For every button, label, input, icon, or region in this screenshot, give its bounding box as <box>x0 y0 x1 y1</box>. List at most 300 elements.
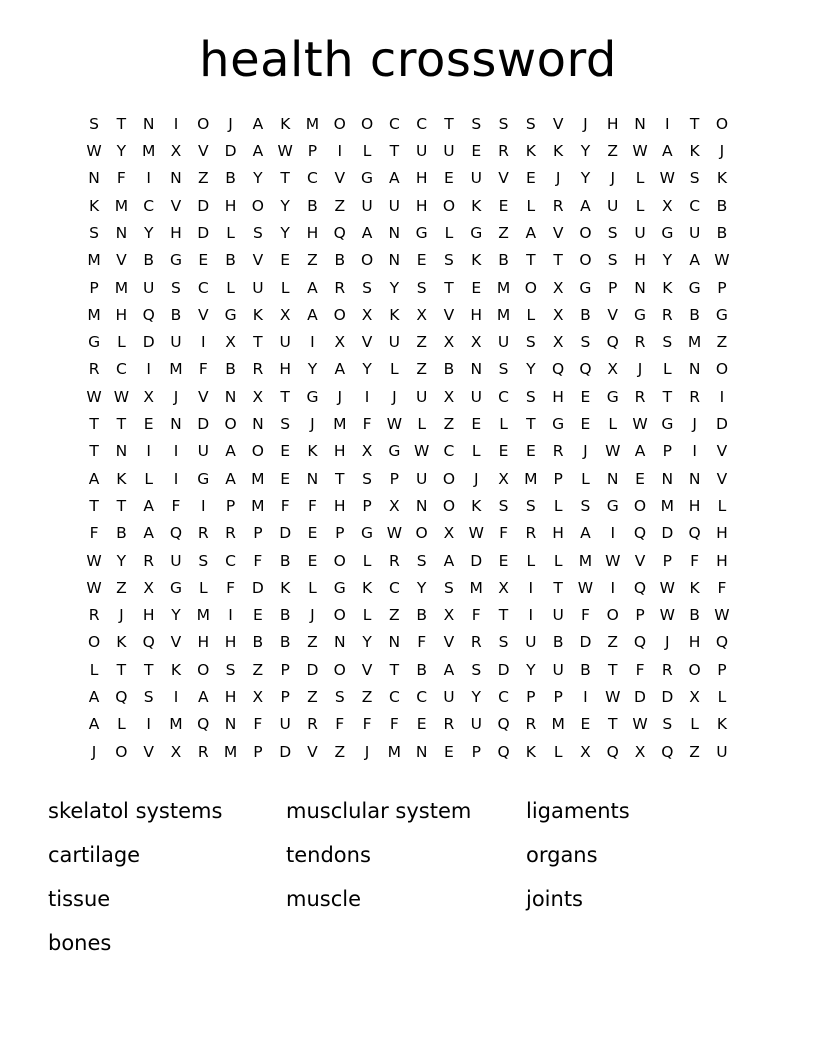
grid-cell: S <box>498 496 509 515</box>
grid-cell: P <box>307 142 318 161</box>
grid-cell: D <box>497 660 510 679</box>
grid-cell: Z <box>307 251 318 270</box>
grid-cell: M <box>524 469 538 488</box>
grid-cell: K <box>689 142 700 161</box>
grid-cell: M <box>333 415 347 434</box>
grid-cell: B <box>552 633 564 652</box>
grid-cell: A <box>143 524 154 543</box>
grid-cell: O <box>251 442 264 461</box>
grid-cell: F <box>417 633 427 652</box>
grid-cell: I <box>173 442 179 461</box>
grid-cell: B <box>716 223 728 242</box>
grid-cell: M <box>305 114 320 133</box>
grid-cell: W <box>277 142 293 161</box>
grid-cell: K <box>525 142 536 161</box>
grid-cell: M <box>496 305 511 324</box>
grid-cell: G <box>361 169 374 188</box>
grid-cell: O <box>579 223 592 242</box>
grid-cell: F <box>717 578 727 597</box>
grid-row <box>80 193 735 220</box>
grid-cell: T <box>89 442 99 461</box>
grid-cell: Y <box>580 169 591 188</box>
grid-cell: L <box>308 578 317 597</box>
grid-cell: K <box>116 633 127 652</box>
word-list-item[interactable]: bones <box>48 930 112 955</box>
grid-row <box>80 220 735 247</box>
grid-cell: R <box>470 633 482 652</box>
grid-row <box>80 629 735 656</box>
grid-cell: L <box>444 223 454 242</box>
grid-cell: Z <box>361 688 373 707</box>
grid-cell: I <box>173 114 179 133</box>
grid-cell: M <box>141 142 156 161</box>
word-list-item[interactable]: muscle <box>286 886 362 911</box>
grid-cell: M <box>251 496 265 515</box>
grid-cell: A <box>662 142 673 161</box>
grid-cell: S <box>662 333 673 352</box>
grid-cell: H <box>142 606 155 625</box>
grid-cell: M <box>87 251 101 270</box>
grid-cell: A <box>443 551 455 570</box>
grid-cell: U <box>170 333 182 352</box>
grid-cell: S <box>416 551 427 570</box>
grid-cell: I <box>200 333 206 352</box>
grid-cell: M <box>196 606 210 625</box>
grid-cell: L <box>635 169 645 188</box>
grid-cell: D <box>306 660 319 679</box>
grid-cell: L <box>144 469 153 488</box>
grid-cell: F <box>116 169 126 188</box>
grid-cell: I <box>528 606 534 625</box>
grid-cell: T <box>280 169 290 188</box>
grid-cell: U <box>443 688 455 707</box>
grid-cell: E <box>416 251 427 270</box>
grid-cell: G <box>688 278 701 297</box>
grid-cell: Z <box>116 578 127 597</box>
grid-cell: H <box>115 305 128 324</box>
grid-cell: B <box>689 305 700 324</box>
grid-cell: W <box>714 251 730 270</box>
grid-cell: I <box>610 524 616 543</box>
grid-cell: L <box>553 742 563 761</box>
grid-cell: C <box>197 278 209 297</box>
grid-cell: A <box>525 223 537 242</box>
grid-cell: Q <box>333 223 346 242</box>
grid-cell: T <box>116 496 127 515</box>
grid-cell: R <box>88 606 100 625</box>
grid-cell: B <box>225 360 236 379</box>
word-search-grid <box>80 111 735 766</box>
grid-cell: O <box>251 196 264 215</box>
grid-row <box>80 493 735 520</box>
grid-cell: H <box>224 688 237 707</box>
grid-cell: O <box>333 551 346 570</box>
grid-cell: C <box>225 551 236 570</box>
grid-cell: E <box>580 387 591 406</box>
grid-cell: H <box>306 223 319 242</box>
grid-cell: Z <box>334 742 346 761</box>
grid-cell: F <box>690 551 700 570</box>
grid-cell: G <box>579 278 592 297</box>
grid-cell: L <box>280 278 290 297</box>
grid-cell: V <box>443 633 455 652</box>
grid-cell: Q <box>497 715 510 734</box>
grid-cell: D <box>661 524 674 543</box>
grid-cell: Z <box>416 360 427 379</box>
grid-cell: U <box>415 142 428 161</box>
grid-cell: Y <box>580 142 591 161</box>
grid-cell: U <box>552 660 564 679</box>
grid-cell: M <box>223 742 238 761</box>
grid-cell: K <box>716 715 727 734</box>
grid-cell: X <box>552 305 564 324</box>
word-list-item[interactable]: organs <box>526 842 598 867</box>
grid-cell: Y <box>362 360 372 379</box>
grid-cell: K <box>471 196 482 215</box>
grid-cell: P <box>553 469 563 488</box>
grid-cell: N <box>688 469 701 488</box>
grid-row <box>80 165 735 192</box>
grid-cell: D <box>279 524 292 543</box>
grid-cell: Z <box>689 742 700 761</box>
grid-cell: N <box>634 114 646 133</box>
grid-cell: P <box>717 278 727 297</box>
grid-cell: N <box>170 415 182 434</box>
grid-cell: V <box>116 251 127 270</box>
word-list-item[interactable]: ligaments <box>526 798 630 823</box>
grid-cell: P <box>280 660 290 679</box>
grid-cell: R <box>525 715 537 734</box>
grid-cell: A <box>225 469 236 488</box>
grid-cell: Y <box>143 223 154 242</box>
word-list-item[interactable]: tendons <box>286 842 371 867</box>
grid-cell: J <box>610 169 616 188</box>
grid-cell: N <box>661 469 674 488</box>
grid-cell: T <box>662 387 673 406</box>
grid-cell: S <box>471 660 482 679</box>
grid-cell: G <box>552 415 565 434</box>
grid-cell: X <box>443 387 455 406</box>
grid-cell: Q <box>142 305 155 324</box>
grid-cell: S <box>416 278 427 297</box>
grid-cell: B <box>307 196 318 215</box>
grid-cell: H <box>170 223 182 242</box>
grid-cell: V <box>552 223 564 242</box>
grid-row <box>80 466 735 493</box>
word-list-item[interactable]: cartilage <box>48 842 141 867</box>
grid-cell: X <box>361 442 373 461</box>
grid-cell: D <box>251 578 264 597</box>
grid-cell: R <box>225 524 236 543</box>
grid-cell: Q <box>661 742 674 761</box>
grid-cell: L <box>362 606 372 625</box>
grid-cell: T <box>116 660 127 679</box>
grid-cell: R <box>552 442 564 461</box>
grid-cell: E <box>498 551 509 570</box>
grid-cell: N <box>470 360 483 379</box>
grid-cell: J <box>555 169 561 188</box>
grid-cell: C <box>388 578 400 597</box>
grid-cell: G <box>661 223 674 242</box>
grid-cell: O <box>442 469 456 488</box>
grid-cell: V <box>361 333 373 352</box>
grid-cell: T <box>553 251 563 270</box>
grid-cell: J <box>364 742 370 761</box>
grid-cell: C <box>498 387 509 406</box>
grid-cell: S <box>689 169 700 188</box>
grid-cell: Y <box>171 606 181 625</box>
grid-cell: X <box>416 305 427 324</box>
grid-cell: F <box>171 496 181 515</box>
grid-cell: M <box>87 305 101 324</box>
grid-cell: G <box>606 387 619 406</box>
grid-cell: Z <box>197 169 209 188</box>
grid-cell: B <box>416 606 427 625</box>
grid-cell: E <box>444 169 454 188</box>
grid-cell: A <box>252 114 264 133</box>
grid-cell: O <box>688 660 701 679</box>
word-list-item[interactable]: musclular system <box>286 798 472 823</box>
grid-cell: B <box>279 551 291 570</box>
grid-cell: X <box>225 333 236 352</box>
grid-cell: Q <box>606 742 619 761</box>
grid-cell: V <box>143 742 154 761</box>
grid-cell: I <box>228 606 233 625</box>
grid-cell: A <box>225 442 236 461</box>
grid-cell: X <box>607 360 619 379</box>
grid-cell: M <box>169 715 183 734</box>
grid-cell: E <box>143 415 154 434</box>
grid-cell: V <box>716 442 728 461</box>
grid-cell: O <box>715 114 729 133</box>
grid-cell: E <box>280 469 291 488</box>
grid-cell: H <box>634 251 646 270</box>
grid-cell: Z <box>443 415 455 434</box>
grid-cell: S <box>280 415 291 434</box>
grid-cell: X <box>170 742 182 761</box>
grid-cell: L <box>690 715 699 734</box>
grid-cell: L <box>526 551 536 570</box>
grid-cell: D <box>470 551 483 570</box>
grid-cell: Z <box>498 223 509 242</box>
grid-cell: K <box>307 442 318 461</box>
grid-cell: B <box>443 360 455 379</box>
grid-cell: W <box>632 415 648 434</box>
grid-cell: J <box>583 442 588 461</box>
grid-cell: X <box>470 333 482 352</box>
grid-cell: U <box>415 387 428 406</box>
grid-cell: G <box>388 442 401 461</box>
grid-row <box>80 247 735 274</box>
grid-cell: L <box>717 688 727 707</box>
grid-cell: A <box>689 251 700 270</box>
grid-cell: S <box>525 387 536 406</box>
grid-cell: A <box>580 524 591 543</box>
grid-cell: F <box>198 360 208 379</box>
grid-cell: C <box>388 688 400 707</box>
grid-cell: B <box>116 524 127 543</box>
grid-cell: H <box>688 496 701 515</box>
grid-cell: M <box>687 333 702 352</box>
grid-cell: E <box>525 169 536 188</box>
grid-cell: O <box>606 606 619 625</box>
word-list-row <box>48 880 768 918</box>
word-list-item[interactable]: tissue <box>48 886 111 911</box>
grid-cell: E <box>471 415 482 434</box>
grid-cell: D <box>279 742 292 761</box>
grid-cell: R <box>143 551 155 570</box>
grid-cell: P <box>253 524 263 543</box>
grid-cell: W <box>86 142 102 161</box>
grid-cell: L <box>226 278 235 297</box>
grid-cell: Y <box>253 169 263 188</box>
grid-cell: D <box>142 333 155 352</box>
grid-cell: W <box>113 387 130 406</box>
grid-cell: M <box>578 551 593 570</box>
grid-cell: V <box>361 660 373 679</box>
grid-cell: T <box>444 114 454 133</box>
grid-row <box>80 356 735 383</box>
grid-cell: L <box>608 415 618 434</box>
grid-cell: S <box>662 715 673 734</box>
grid-cell: C <box>416 688 428 707</box>
grid-cell: S <box>498 114 509 133</box>
grid-cell: G <box>306 387 319 406</box>
grid-cell: W <box>386 415 403 434</box>
grid-cell: G <box>333 578 346 597</box>
grid-cell: E <box>498 442 509 461</box>
grid-cell: K <box>471 251 482 270</box>
grid-cell: K <box>525 742 536 761</box>
grid-cell: F <box>389 715 399 734</box>
grid-cell: R <box>634 333 646 352</box>
grid-cell: X <box>334 333 346 352</box>
grid-cell: I <box>173 469 179 488</box>
grid-cell: N <box>388 223 401 242</box>
grid-cell: M <box>114 278 129 297</box>
grid-cell: S <box>471 114 482 133</box>
grid-row <box>80 275 735 302</box>
grid-cell: P <box>553 688 563 707</box>
grid-cell: L <box>390 360 399 379</box>
grid-cell: R <box>88 360 100 379</box>
grid-cell: M <box>469 578 483 597</box>
grid-cell: C <box>498 688 509 707</box>
grid-cell: X <box>552 333 564 352</box>
grid-cell: H <box>470 305 483 324</box>
grid-cell: F <box>335 715 345 734</box>
grid-cell: M <box>169 360 183 379</box>
grid-cell: W <box>605 442 621 461</box>
grid-cell: L <box>471 442 481 461</box>
grid-cell: Q <box>633 578 647 597</box>
grid-cell: M <box>496 278 511 297</box>
grid-cell: E <box>198 251 209 270</box>
grid-cell: F <box>308 496 317 515</box>
grid-cell: D <box>715 415 728 434</box>
grid-cell: S <box>362 278 372 297</box>
grid-cell: Q <box>688 524 701 543</box>
grid-cell: V <box>197 305 209 324</box>
grid-cell: L <box>663 360 672 379</box>
grid-cell: S <box>580 496 591 515</box>
grid-cell: L <box>117 715 126 734</box>
grid-cell: S <box>607 251 618 270</box>
word-list-item[interactable]: skelatol systems <box>48 798 223 823</box>
grid-cell: M <box>387 742 402 761</box>
grid-cell: L <box>553 551 563 570</box>
grid-cell: X <box>361 305 373 324</box>
grid-cell: O <box>360 251 374 270</box>
grid-cell: L <box>89 660 99 679</box>
grid-cell: M <box>114 196 129 215</box>
grid-cell: B <box>225 169 236 188</box>
grid-cell: J <box>310 606 315 625</box>
grid-cell: R <box>252 360 264 379</box>
grid-cell: Z <box>334 196 346 215</box>
grid-cell: N <box>170 169 182 188</box>
grid-cell: X <box>443 524 455 543</box>
grid-cell: R <box>552 196 564 215</box>
grid-cell: Z <box>252 660 264 679</box>
grid-cell: R <box>661 305 673 324</box>
grid-cell: U <box>552 606 564 625</box>
grid-cell: W <box>86 578 102 597</box>
grid-cell: X <box>662 196 673 215</box>
grid-row <box>80 657 735 684</box>
grid-row <box>80 548 735 575</box>
grid-cell: E <box>416 715 427 734</box>
grid-cell: A <box>580 196 591 215</box>
grid-cell: U <box>497 333 510 352</box>
grid-cell: T <box>526 415 536 434</box>
grid-cell: U <box>361 196 373 215</box>
grid-cell: N <box>688 360 701 379</box>
grid-cell: E <box>498 196 509 215</box>
grid-cell: K <box>89 196 100 215</box>
grid-cell: H <box>224 633 237 652</box>
grid-cell: X <box>552 278 564 297</box>
grid-cell: P <box>662 442 672 461</box>
grid-cell: Z <box>307 688 318 707</box>
grid-cell: W <box>659 606 675 625</box>
grid-cell: C <box>388 114 400 133</box>
grid-cell: N <box>224 387 237 406</box>
grid-cell: H <box>552 387 564 406</box>
grid-cell: H <box>224 196 237 215</box>
grid-cell: S <box>198 551 209 570</box>
grid-cell: L <box>117 333 126 352</box>
grid-cell: N <box>634 278 646 297</box>
grid-cell: J <box>719 142 725 161</box>
grid-cell: O <box>224 415 237 434</box>
grid-cell: W <box>632 142 648 161</box>
grid-cell: X <box>252 688 264 707</box>
grid-cell: E <box>307 551 318 570</box>
grid-cell: S <box>171 278 181 297</box>
grid-cell: E <box>444 742 454 761</box>
grid-cell: W <box>386 524 403 543</box>
grid-cell: S <box>143 688 154 707</box>
grid-cell: S <box>362 469 372 488</box>
grid-cell: T <box>689 114 700 133</box>
grid-cell: N <box>115 442 128 461</box>
word-list-item[interactable]: joints <box>526 886 584 911</box>
grid-cell: S <box>444 578 454 597</box>
grid-cell: J <box>473 469 479 488</box>
grid-cell: Q <box>552 360 565 379</box>
grid-cell: B <box>334 251 346 270</box>
